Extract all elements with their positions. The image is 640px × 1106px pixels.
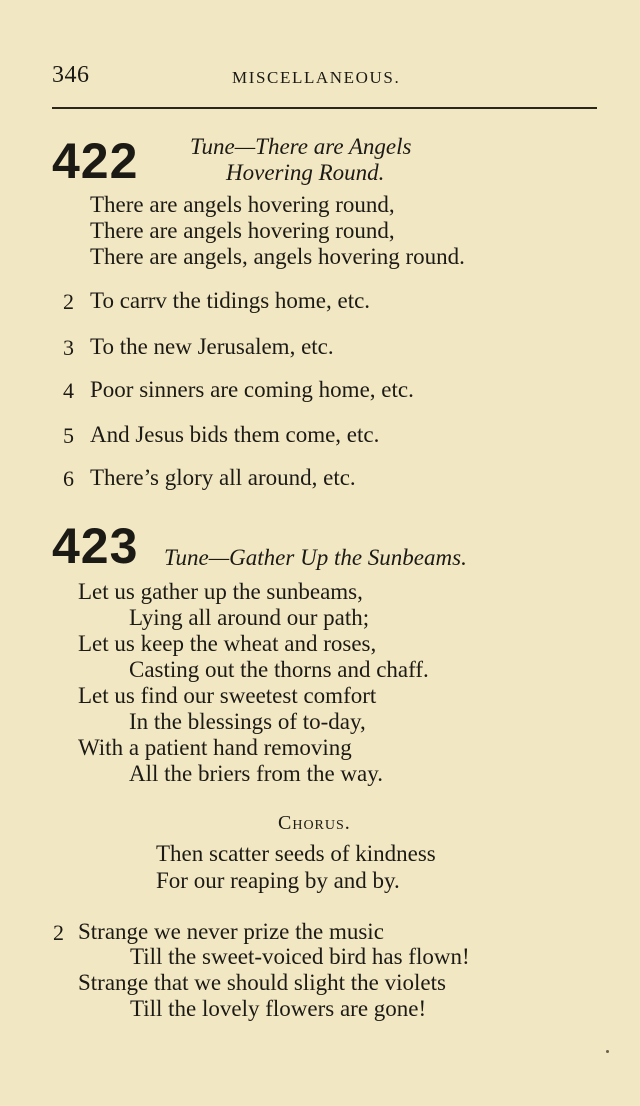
verse-line: Poor sinners are coming home, etc.	[90, 377, 414, 402]
hymn-423-line: Let us find our sweetest comfort	[78, 683, 377, 708]
verse-number: 4	[63, 378, 74, 403]
verse-number: 2	[53, 920, 64, 945]
page-header	[52, 62, 597, 102]
hymn-423-verse2-line: Strange that we should slight the violets	[78, 970, 446, 995]
hymn-423-line: Let us gather up the sunbeams,	[78, 579, 363, 604]
header-rule	[52, 107, 597, 109]
verse-line: And Jesus bids them come, etc.	[90, 422, 380, 447]
paper-speck	[606, 1050, 609, 1053]
hymn-423-verse2-line: Strange we never prize the music	[78, 919, 384, 944]
tune-422-line1: Tune—There are Angels	[190, 134, 412, 159]
hymn-422-line: There are angels hovering round,	[90, 218, 395, 243]
hymn-423-line: All the briers from the way.	[129, 761, 383, 786]
verse-number: 6	[63, 466, 74, 491]
verse-number: 5	[63, 423, 74, 448]
hymn-423-line: With a patient hand removing	[78, 735, 352, 760]
hymn-number-423: 423	[52, 518, 139, 574]
tune-422-line2: Hovering Round.	[226, 160, 385, 185]
chorus-heading: Chorus.	[278, 812, 351, 834]
tune-423: Tune—Gather Up the Sunbeams.	[164, 545, 467, 570]
verse-line: To carrv the tidings home, etc.	[90, 288, 371, 313]
hymn-423-line: Lying all around our path;	[129, 605, 370, 630]
chorus-line: Then scatter seeds of kindness	[156, 841, 436, 866]
hymn-423-line: In the blessings of to-day,	[129, 709, 366, 734]
verse-line: To the new Jerusalem, etc.	[90, 334, 334, 359]
hymn-423-line: Let us keep the wheat and roses,	[78, 631, 377, 656]
hymn-423-verse2-line: Till the lovely flowers are gone!	[130, 996, 427, 1021]
hymn-423-line: Casting out the thorns and chaff.	[129, 657, 429, 682]
hymn-422-line: There are angels, angels hovering round.	[90, 244, 465, 269]
hymn-422-line: There are angels hovering round,	[90, 192, 395, 217]
verse-number: 2	[63, 289, 74, 314]
verse-number: 3	[63, 335, 74, 360]
running-title: MISCELLANEOUS.	[232, 68, 401, 87]
page-number: 346	[52, 62, 90, 88]
hymn-423-verse2-line: Till the sweet-voiced bird has flown!	[130, 944, 470, 969]
verse-line: There’s glory all around, etc.	[90, 465, 356, 490]
hymn-number-422: 422	[52, 133, 139, 189]
chorus-line: For our reaping by and by.	[156, 868, 400, 893]
